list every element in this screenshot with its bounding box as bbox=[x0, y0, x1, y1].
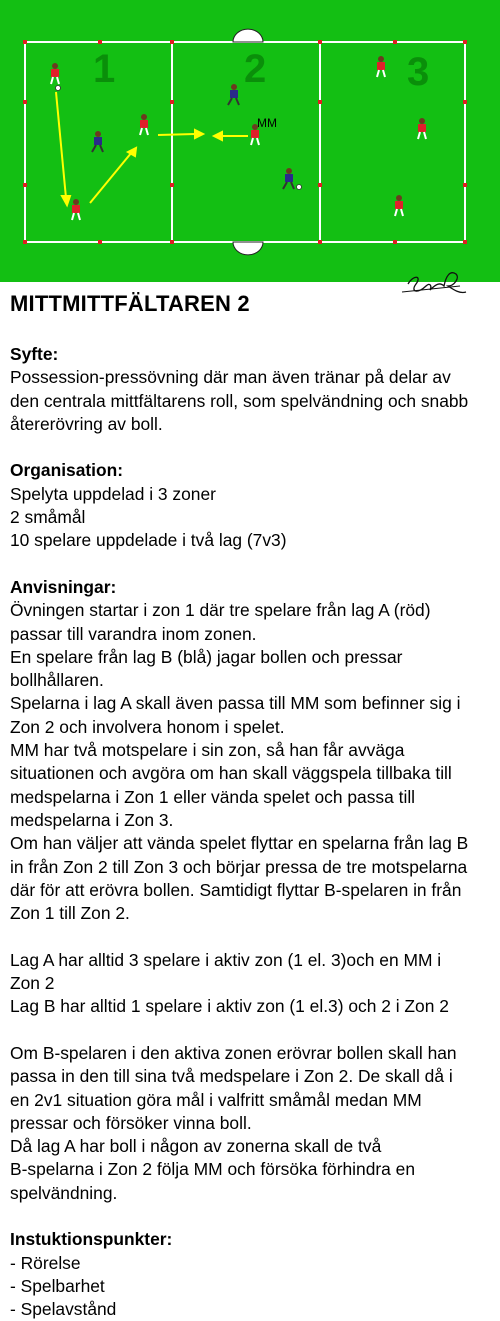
text-line: en 2v1 situation göra mål i valfritt småmål medan MM bbox=[10, 1089, 422, 1110]
zone-3-label: 3 bbox=[407, 50, 430, 94]
text-line: medspelarna i Zon 1 eller vända spelet och passa till bbox=[10, 786, 416, 807]
text-line: in från Zon 2 till Zon 3 och börjar pressa de tre motspelarna bbox=[10, 856, 468, 877]
text-line: återerövring av boll. bbox=[10, 413, 163, 434]
page-title: MITTMITTFÄLTAREN 2 bbox=[10, 291, 250, 316]
text-line: 10 spelare uppdelade i två lag (7v3) bbox=[10, 530, 287, 551]
text-line: Possession-pressövning där man även tränar på delar av bbox=[10, 367, 451, 388]
text-line: 2 småmål bbox=[10, 507, 86, 528]
pitch-drawing bbox=[0, 0, 500, 282]
section-heading-organisation: Organisation: bbox=[10, 460, 124, 481]
text-line: den centrala mittfältarens roll, som spelvändning och snabb bbox=[10, 390, 469, 411]
list-item: - Spelavstånd bbox=[10, 1299, 117, 1320]
list-item: - Spelbarhet bbox=[10, 1275, 105, 1296]
text-line: En spelare från lag B (blå) jagar bollen och pressar bbox=[10, 646, 403, 667]
text-line: passar till varandra inom zonen. bbox=[10, 623, 257, 644]
section-heading-anvisningar: Anvisningar: bbox=[10, 576, 117, 597]
text-line: pressar och försöker vinna boll. bbox=[10, 1112, 252, 1133]
mm-label: MM bbox=[257, 116, 277, 130]
pass-arrows bbox=[56, 92, 248, 205]
text-line: Om B-spelaren i den aktiva zonen erövrar bollen skall han bbox=[10, 1042, 457, 1063]
text-line: Lag B har alltid 1 spelare i aktiv zon (1 el.3) och 2 i Zon 2 bbox=[10, 996, 449, 1017]
text-line: där för att erövra bollen. Samtidigt flyttar B-spelaren in från bbox=[10, 879, 462, 900]
text-line: bollhållaren. bbox=[10, 670, 104, 691]
text-line: Om han väljer att vända spelet flyttar en spelarna från lag B bbox=[10, 833, 469, 854]
text-line: Övningen startar i zon 1 där tre spelare från lag A (röd) bbox=[10, 600, 431, 621]
section-heading-instruktion: Instuktionspunkter: bbox=[10, 1229, 173, 1250]
list-item: - Rörelse bbox=[10, 1252, 81, 1273]
section-heading-syfte: Syfte: bbox=[10, 344, 59, 364]
text-line: MM har två motspelare i sin zon, så han får avväga bbox=[10, 740, 405, 761]
text-line: medspelarna i Zon 3. bbox=[10, 809, 174, 830]
top-goal bbox=[233, 29, 263, 42]
exercise-description bbox=[10, 343, 495, 1321]
text-line: Zon 2 och involvera honom i spelet. bbox=[10, 716, 285, 737]
text-line: situationen och avgöra om han skall väggspela tillbaka till bbox=[10, 763, 452, 784]
text-line: Då lag A har boll i någon av zonerna skall de två bbox=[10, 1136, 382, 1157]
text-line: spelvändning. bbox=[10, 1182, 118, 1203]
text-line: Spelyta uppdelad i 3 zoner bbox=[10, 483, 216, 504]
text-line: Lag A har alltid 3 spelare i aktiv zon (1 el. 3)och en MM i bbox=[10, 949, 442, 970]
zone-2-label: 2 bbox=[244, 47, 267, 91]
text-line: Spelarna i lag A skall även passa till MM som befinner sig i bbox=[10, 693, 461, 714]
signature bbox=[400, 262, 470, 304]
balls bbox=[56, 86, 302, 190]
bottom-goal bbox=[233, 242, 263, 255]
team-b-players bbox=[92, 84, 294, 189]
text-line: B-spelarna i Zon 2 följa MM och försöka förhindra en bbox=[10, 1159, 416, 1180]
text-line: Zon 2 bbox=[10, 973, 55, 994]
exercise-diagram bbox=[0, 0, 500, 282]
text-line: passa in den till sina två medspelare i Zon 2. De skall då i bbox=[10, 1066, 453, 1087]
text-line: Zon 1 till Zon 2. bbox=[10, 903, 130, 924]
zone-1-label: 1 bbox=[93, 47, 116, 91]
